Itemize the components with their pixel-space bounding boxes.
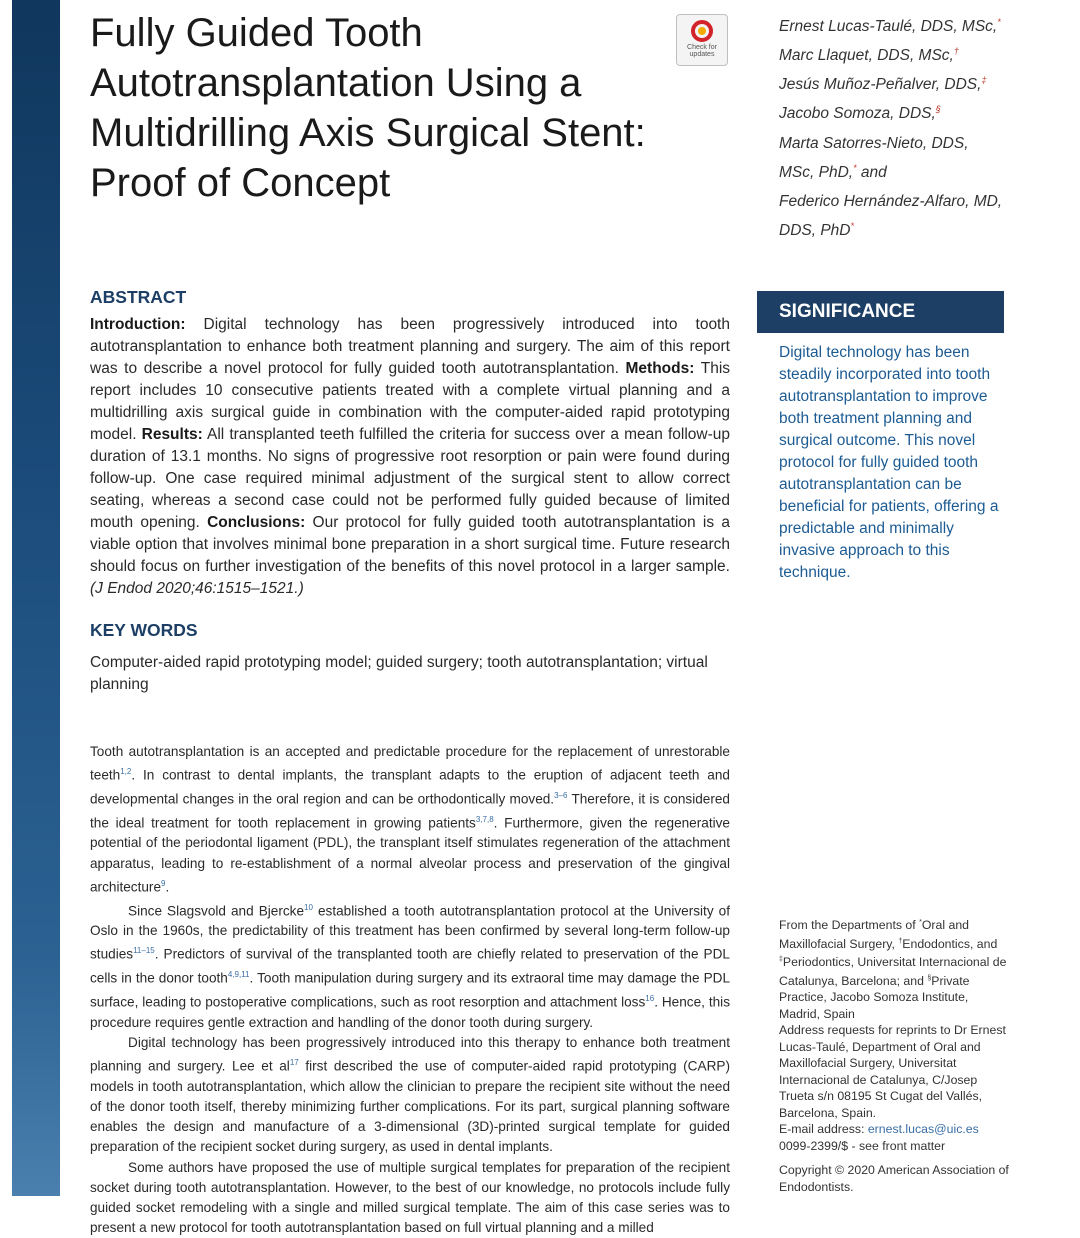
author-line: DDS, PhD* — [779, 221, 855, 240]
badge-line-2: updates — [689, 51, 715, 58]
body-paragraph: Tooth autotransplantation is an accepted and predictable procedure for the replacement of unrestorable teeth$^{1,2}$. In contrast to dental implants, the transplant adapts to the eruption of adjacent teeth and developmental changes in the oral region and can be orthodontically moved.$^{3-6}$ Therefore, it is considered the ideal treatment for tooth replacement in growing patients$^{3,7,8}$. Furthermore, given the regenerative potential of the periodontal ligament (PDL), the transplant itself stimulates regeneration of the attachment apparatus, leading to re-establishment of a normal alveolar process and preservation of the gingival architecture$^9$. — [90, 744, 730, 895]
crossmark-icon — [691, 20, 713, 42]
copyright-note: Copyright © 2020 American Association of Endodontists. — [779, 1163, 1009, 1194]
journal-citation: (J Endod 2020;46:1515–1521.) — [90, 580, 304, 597]
significance-heading: SIGNIFICANCE — [757, 291, 1004, 333]
author-line: Federico Hernández-Alfaro, MD, — [779, 193, 1003, 211]
abstract-heading: ABSTRACT — [90, 287, 187, 307]
author-line: Ernest Lucas-Taulé, DDS, MSc,* — [779, 17, 1001, 36]
author-list — [779, 10, 1039, 243]
author-line: MSc, PhD,* and — [779, 162, 887, 181]
issn-line: 0099-2399/$ - see front matter — [779, 1138, 946, 1153]
page-left-margin — [0, 0, 12, 1196]
body-paragraph: Since Slagsvold and Bjercke$^{10}$ established a tooth autotransplantation protocol at the University of Oslo in the 1960s, the predictability of this treatment has been confirmed by several long-term follow-up studies$^{11-15}$. Predictors of survival of the transplanted tooth are chiefly related to preservation of the PDL cells in the donor tooth$^{4,9,11}$. Tooth manipulation during surgery and its extraoral time may damage the PDL surface, leading to postoperative complications, such as root resorption and attachment loss$^{16}$. Hence, this procedure requires gentle extraction and handling of the donor tooth during surgery. — [90, 902, 731, 1030]
check-for-updates-badge[interactable] — [676, 14, 728, 66]
body-paragraph: Digital technology has been progressively introduced into this therapy to enhance both treatment planning and surgery. Lee et $al^{17}$ first described the use of computer-aided rapid prototyping (CARP) models in tooth autotransplantation, which allow the clinician to prepare the recipient site without the need of the donor tooth itself, thereby minimizing further complications. For its part, surgical planning software enables the design and manufacture of a 3-dimensional (3D)-printed surgical template for guided preparation of the recipient socket during surgery, as used in dental implants. — [90, 1034, 730, 1155]
reprint-address: Address requests for reprints to Dr Ernest Lucas-Taulé, Department of Oral and Maxillofacial Surgery, Universitat Internacional de Catalunya, C/Josep Trueta s/n 08195 St Cugat del Vallés, Barcelona, Spain. E-mail address: ernest.lucas@uic.es 0099-2399/$ - see front matter — [779, 1023, 1006, 1153]
abstract-text: Introduction: Digital technology has been progressively introduced into tooth autotransplantation to enhance both treatment planning and surgery. The aim of this report was to describe a novel protocol for fully guided tooth autotransplantation. Methods: This report includes 10 consecutive patients treated with a complete virtual planning and a multidrilling axis surgical guide in combination with the computer-aided rapid prototyping model. Results: All transplanted teeth fulfilled the criteria for success over a mean follow-up duration of 13.1 months. No signs of progressive root resorption or pain were found during follow-up. One case required minimal adjustment of the surgical stent to allow correct seating, whereas a second case could not be performed fully guided because of limited mouth opening. Conclusions: Our protocol for fully guided tooth autotransplantation is a viable option that involves minimal bone preparation in a short surgical time. Future research should focus on further investigation of the benefits of this novel protocol in a larger sample. (J Endod 2020;46:1515–1521.) — [90, 316, 731, 597]
author-line: Jacobo Somoza, DDS,§ — [779, 104, 941, 123]
keywords-text: Computer-aided rapid prototyping model; guided surgery; tooth autotransplantation; virtual planning — [90, 654, 708, 693]
article-title: Fully Guided Tooth Autotransplantation Using a Multidrilling Axis Surgical Stent: Proof of Concept — [90, 11, 646, 205]
badge-line-1: Check for — [687, 44, 717, 51]
keywords-heading: KEY WORDS — [90, 620, 198, 640]
author-line: Marc Llaquet, DDS, MSc,† — [779, 46, 959, 65]
body-paragraph: Some authors have proposed the use of multiple surgical templates for preparation of the recipient socket during tooth autotransplantation. However, to the best of our knowledge, no protocols include fully guided socket remodeling with a single and milled surgical template. The aim of this case series was to present a new protocol for tooth autotransplantation based on full virtual planning and a milled — [90, 1159, 730, 1236]
author-line: Marta Satorres-Nieto, DDS, — [779, 134, 969, 152]
email-link[interactable]: ernest.lucas@uic.es — [867, 1122, 979, 1136]
significance-text: Digital technology has been steadily incorporated into tooth autotransplantation to improve both treatment planning and surgical outcome. This novel protocol for fully guided tooth autotransplantation can be beneficial for patients, offering a predictable and minimally invasive approach to this technique. — [779, 344, 999, 581]
author-line: Jesús Muñoz-Peñalver, DDS,‡ — [779, 75, 987, 94]
affiliation-note: From the Departments of *Oral and Maxillofacial Surgery, †Endodontics, and ‡Periodontics, Universitat Internacional de Catalunya, Barcelona; and §Private Practice, Jacobo Somoza Institute, Madrid, Spain — [779, 918, 1007, 1021]
journal-side-bar — [12, 0, 60, 1196]
article-body — [90, 742, 730, 1238]
